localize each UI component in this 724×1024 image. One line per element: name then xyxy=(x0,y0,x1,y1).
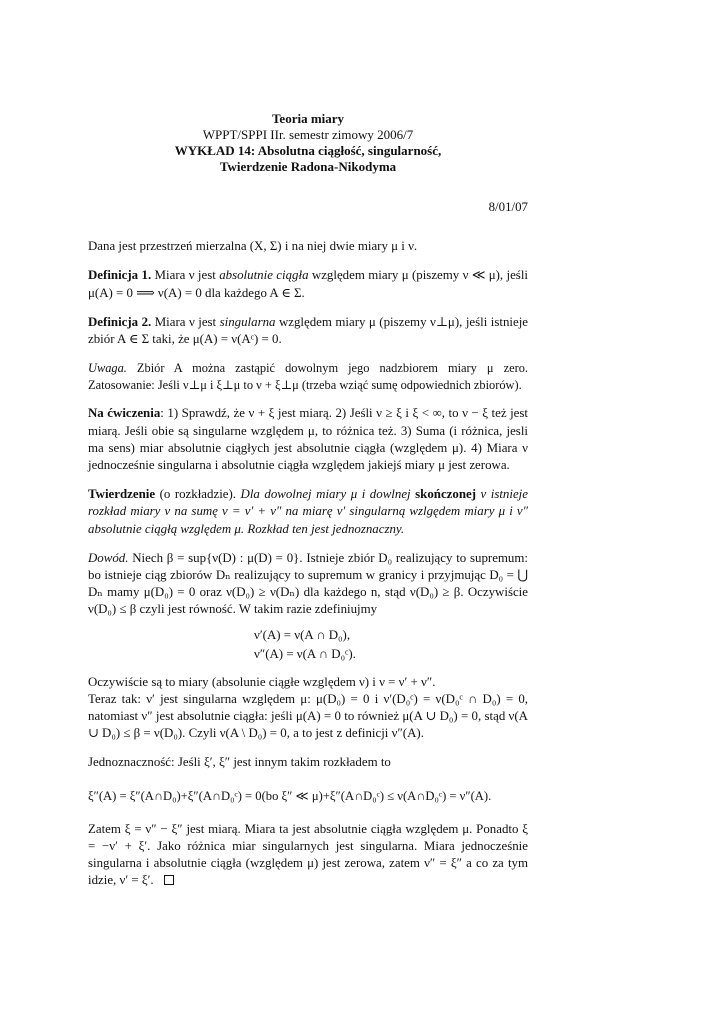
document-page xyxy=(88,110,528,890)
proof-paragraph-4 xyxy=(88,821,528,890)
lecture-subtitle: Twierdzenie Radona-Nikodyma xyxy=(219,159,397,174)
document-title: Teoria miary xyxy=(271,111,345,126)
proof-paragraph-2a: Oczywiście są to miary (absolunie ciągłe względem ν) i ν = ν′ + ν″. xyxy=(88,674,436,689)
definition-equations xyxy=(88,626,528,664)
exercises-text: : 1) Sprawdź, że ν + ξ jest miarą. 2) Jeśli ν ≥ ξ i ξ < ∞, to ν − ξ też jest miarą. Jeśli obie są singularne względem μ, to różnica też. 3) Suma (i różnica, jesli ma sens) miar absolutnie ciągłych jest absolutnie ciągła (względem μ). 4) Miara ν jednocześnie singularna i absolutnie ciągła względem jakiejś miary μ jest zerowa. xyxy=(88,406,528,473)
theorem-paren: (o rozkładzie). xyxy=(155,487,241,502)
definition-2 xyxy=(88,314,528,348)
proof-paragraph-2b: Teraz tak: ν′ jest singularna względem μ: μ(D₀) = 0 i ν′(D₀ᶜ) = ν(D₀ᶜ ∩ D₀) = 0, natomiast ν″ jest absolutnie ciągła: jeśli μ(A) = 0 to również μ(A ∪ D₀) = 0, stąd ν(A ∪ D₀) ≤ β = ν(D₀). Czyli ν(A \ D₀) = 0, a to jest z definicji ν″(A). xyxy=(88,691,528,741)
theorem-part2: ν istnieje rozkład miary ν na sumę ν = ν′ + ν″ na miarę ν′ singularną wzlgędem miary μ i ν″ absolutnie ciągłą względem μ. Rozkład ten jest jednoznaczny. xyxy=(88,487,528,536)
definition-1-label: Definicja 1. xyxy=(88,268,152,283)
proof-paragraph-3: Jednoznaczność: Jeśli ξ′, ξ″ jest innym takim rozkładem to xyxy=(88,755,391,770)
definition-1 xyxy=(88,267,528,301)
theorem xyxy=(88,486,528,538)
theorem-label: Twierdzenie xyxy=(88,487,156,502)
definition-1-post: względem miary μ (piszemy ν ≪ μ), jeśli μ(A) = 0 ⟹ ν(A) = 0 dla każdego A ∈ Σ. xyxy=(88,268,528,300)
date: 8/01/07 xyxy=(488,200,528,214)
uniqueness-equation: ξ″(A) = ξ″(A∩D₀)+ξ″(A∩D₀ᶜ) = 0(bo ξ″ ≪ μ)+ξ″(A∩D₀ᶜ) ≤ ν(A∩D₀ᶜ) = ν″(A). xyxy=(88,788,492,803)
exercises xyxy=(88,405,528,474)
lecture-title: WYKŁAD 14: Absolutna ciągłość, singularność, xyxy=(174,143,442,158)
exercises-label: Na ćwiczenia xyxy=(88,406,161,421)
remark-label: Uwaga. xyxy=(88,361,127,376)
qed-square-icon xyxy=(164,875,174,885)
remark xyxy=(88,360,528,393)
intro-paragraph: Dana jest przestrzeń mierzalna (X, Σ) i na niej dwie miary μ i ν. xyxy=(88,239,418,254)
proof-paragraph-1 xyxy=(88,550,528,619)
theorem-part1: Dla dowolnej miary μ i dowlnej xyxy=(240,487,416,502)
course-info: WPPT/SPPI IIr. semestr zimowy 2006/7 xyxy=(202,127,414,142)
definition-2-post: względem miary μ (piszemy ν⊥μ), jeśli istnieje zbiór A ∈ Σ taki, że μ(A) = ν(Aᶜ) = 0. xyxy=(88,314,528,347)
proof-text-1: Niech β = sup{ν(D) : μ(D) = 0}. Istnieje zbiór D₀ realizujący to supremum: bo istnieje ciąg zbiorów Dₙ realizujący to supremum w granicy i przyjmując D₀ = ⋃ Dₙ mamy μ(D₀) = 0 oraz ν(D₀) ≥ ν(Dₙ) dla każdego n, stąd ν(D₀) ≥ β. Oczywiście ν(D₀) ≤ β czyli jest równość. W takim razie zdefiniujmy xyxy=(88,550,528,617)
header xyxy=(88,110,528,175)
equation-nu-prime: ν′(A) = ν(A ∩ D₀), xyxy=(254,627,351,642)
definition-2-pre: Miara ν jest xyxy=(151,314,220,329)
definition-1-pre: Miara ν jest xyxy=(151,268,220,283)
proof-label: Dowód. xyxy=(88,550,129,565)
theorem-bold: skończonej xyxy=(415,487,477,502)
definition-1-term: absolutnie ciągła xyxy=(219,268,309,283)
definition-2-term: singularna xyxy=(219,314,276,329)
remark-text: Zbiór A można zastąpić dowolnym jego nadzbiorem miary μ zero. Zatosowanie: Jeśli ν⊥μ i ξ⊥μ to ν + ξ⊥μ (trzeba wziąć sumę odpowiednich zbiorów). xyxy=(88,361,528,392)
proof-text-4: Zatem ξ = ν″ − ξ″ jest miarą. Miara ta jest absolutnie ciągła względem μ. Ponadto ξ = −ν′ + ξ′. Jako różnica miar singularnych jest singularna. Miara jednocześnie singularna i absolutnie ciągła (względem μ) jest zerowa, zatem ν″ = ξ″ a co za tym idzie, ν′ = ξ′. xyxy=(88,821,528,888)
equation-nu-double-prime: ν″(A) = ν(A ∩ D₀ᶜ). xyxy=(254,646,356,661)
definition-2-label: Definicja 2. xyxy=(88,314,152,329)
